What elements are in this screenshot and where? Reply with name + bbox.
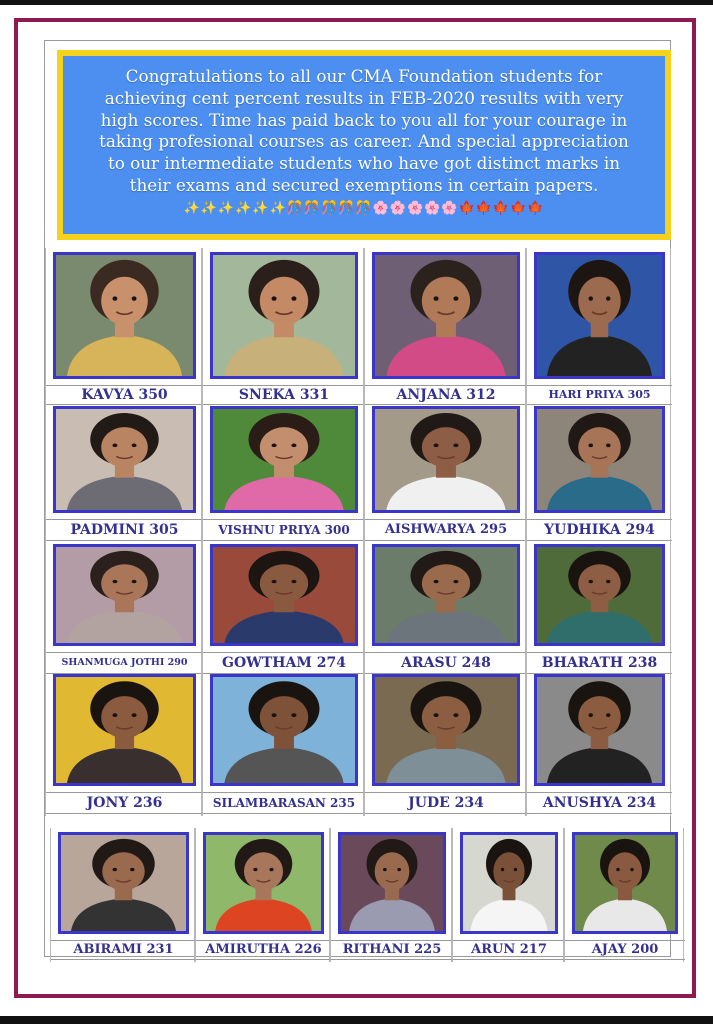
portrait-silhouette [537,677,662,783]
portrait-silhouette [213,255,355,376]
student-card [195,828,330,962]
student-card [50,828,195,962]
student-card [202,402,364,543]
student-card [202,540,364,676]
portrait-silhouette [463,835,555,931]
student-photo [372,544,520,646]
student-name-score: BHARATH 238 [527,652,672,674]
student-name-score: ABIRAMI 231 [51,940,196,960]
portrait-silhouette [375,547,517,643]
student-photo [53,544,196,646]
bottom-edge-bar [0,1016,713,1024]
student-photo [372,252,520,379]
portrait-silhouette [213,409,355,510]
student-name-score: SHANMUGA JOTHI 290 [46,652,203,674]
student-name-score: JONY 236 [46,792,203,814]
student-card [526,248,671,407]
student-card [526,402,671,543]
student-name-score: HARI PRIYA 305 [527,385,672,405]
student-photo [210,674,358,786]
student-photo [534,674,665,786]
portrait-silhouette [206,835,321,931]
emoji-decoration: ✨✨✨✨✨✨🎊🎊🎊🎊🎊🌸🌸🌸🌸🌸🍁🍁🍁🍁🍁 [183,200,545,216]
student-name-score: ANJANA 312 [365,385,527,405]
portrait-silhouette [375,677,517,783]
portrait-silhouette [61,835,186,931]
student-card [45,670,202,816]
student-card [45,248,202,407]
student-photo [53,252,196,379]
student-name-score: AMIRUTHA 226 [196,940,331,960]
portrait-silhouette [213,677,355,783]
student-card [45,402,202,543]
student-photo [534,406,665,513]
banner-line: taking profesional courses as career. And special appreciation [99,131,629,152]
portrait-silhouette [375,255,517,376]
student-card [202,670,364,816]
student-photo [210,544,358,646]
portrait-silhouette [213,547,355,643]
portrait-silhouette [537,255,662,376]
student-photo [372,674,520,786]
student-name-score: JUDE 234 [365,792,527,814]
student-name-score: AJAY 200 [565,940,685,960]
portrait-silhouette [575,835,675,931]
student-name-score: KAVYA 350 [46,385,203,405]
banner-line: high scores. Time has paid back to you all for your courage in [100,109,628,130]
student-photo [338,832,446,934]
banner-line: achieving cent percent results in FEB-2020 results with very [104,87,624,108]
student-name-score: SNEKA 331 [203,385,365,405]
student-name-score: ARUN 217 [453,940,565,960]
student-photo [210,406,358,513]
banner-line: Congratulations to all our CMA Foundation students for [125,66,603,86]
student-card [364,540,526,676]
student-card [526,540,671,676]
student-card [364,670,526,816]
student-photo [534,252,665,379]
student-name-score: SILAMBARASAN 235 [203,792,365,814]
student-name-score: YUDHIKA 294 [527,519,672,541]
portrait-silhouette [56,677,193,783]
student-card [526,670,671,816]
student-name-score: VISHNU PRIYA 300 [203,519,365,541]
student-card [330,828,452,962]
congratulations-banner [57,50,671,240]
banner-line: their exams and secured exemptions in certain papers. [129,174,599,195]
student-card [202,248,364,407]
student-photo [210,252,358,379]
student-name-score: ANUSHYA 234 [527,792,672,814]
student-photo [572,832,678,934]
student-photo [203,832,324,934]
student-photo [53,406,196,513]
portrait-silhouette [56,547,193,643]
student-card [45,540,202,676]
portrait-silhouette [341,835,443,931]
student-card [364,248,526,407]
student-card [564,828,684,962]
student-photo [372,406,520,513]
portrait-silhouette [537,409,662,510]
student-card [452,828,564,962]
portrait-silhouette [375,409,517,510]
student-photo [460,832,558,934]
student-name-score: AISHWARYA 295 [365,519,527,541]
student-photo [58,832,189,934]
student-name-score: PADMINI 305 [46,519,203,541]
portrait-silhouette [56,255,193,376]
student-card [364,402,526,543]
student-name-score: GOWTHAM 274 [203,652,365,674]
student-photo [53,674,196,786]
student-name-score: ARASU 248 [365,652,527,674]
student-photo [534,544,665,646]
top-edge-bar [0,0,713,5]
portrait-silhouette [537,547,662,643]
portrait-silhouette [56,409,193,510]
banner-line: to our intermediate students who have got distinct marks in [107,153,621,174]
student-name-score: RITHANI 225 [331,940,453,960]
